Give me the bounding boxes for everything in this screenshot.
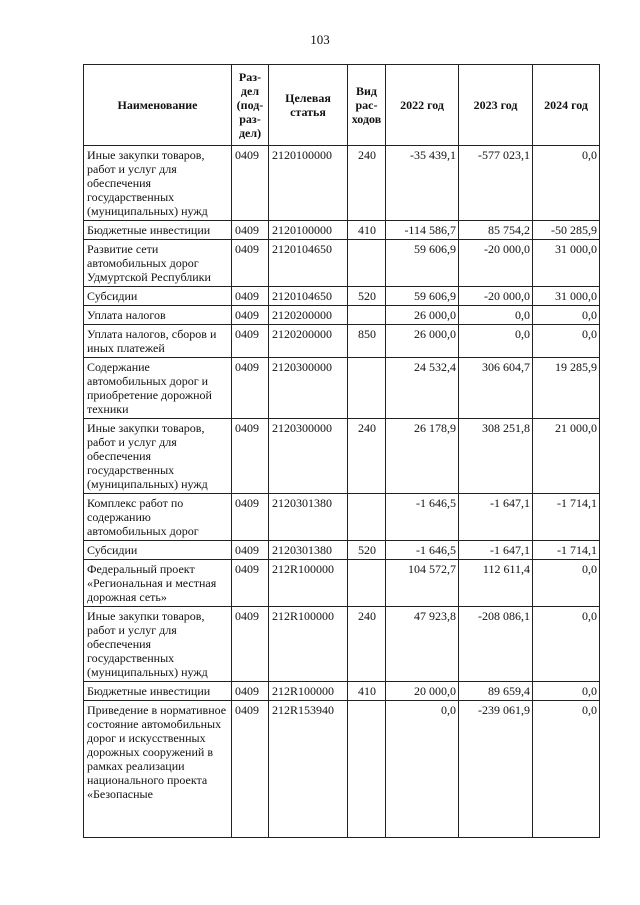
row-kind-cell <box>348 240 386 287</box>
row-2024-cell: -50 285,9 <box>533 221 600 240</box>
row-2023-cell: -1 647,1 <box>459 494 533 541</box>
row-section-cell: 0409 <box>232 146 269 221</box>
page-number: 103 <box>310 32 330 47</box>
table-row <box>84 560 600 607</box>
row-2022-cell: 20 000,0 <box>386 682 459 701</box>
table-row <box>84 701 600 838</box>
row-target-cell: 2120104650 <box>269 287 348 306</box>
row-2023-cell: 112 611,4 <box>459 560 533 607</box>
row-target-cell: 2120100000 <box>269 221 348 240</box>
row-2022-cell: -1 646,5 <box>386 541 459 560</box>
row-target-cell: 212R100000 <box>269 560 348 607</box>
row-kind-cell: 410 <box>348 682 386 701</box>
row-section-cell: 0409 <box>232 541 269 560</box>
row-section-cell: 0409 <box>232 221 269 240</box>
row-name-cell: Субсидии <box>84 541 232 560</box>
row-name-cell: Содержание автомобильных дорог и приобретение дорожной техники <box>84 358 232 419</box>
row-2024-cell: 19 285,9 <box>533 358 600 419</box>
table-row <box>84 607 600 682</box>
row-section-cell: 0409 <box>232 325 269 358</box>
row-2024-cell: 0,0 <box>533 306 600 325</box>
row-name-cell: Иные закупки товаров, работ и услуг для обеспечения государственных (муниципальных) нужд <box>84 607 232 682</box>
row-kind-cell <box>348 306 386 325</box>
row-target-cell: 2120301380 <box>269 541 348 560</box>
row-name-cell: Иные закупки товаров, работ и услуг для обеспечения государственных (муниципальных) нужд <box>84 419 232 494</box>
row-2022-cell: 0,0 <box>386 701 459 838</box>
row-section-cell: 0409 <box>232 306 269 325</box>
header-target: Целевая статья <box>269 65 348 146</box>
row-target-cell: 2120100000 <box>269 146 348 221</box>
table-row <box>84 146 600 221</box>
header-section: Раз-дел (под-раз-дел) <box>232 65 269 146</box>
row-2024-cell: 0,0 <box>533 701 600 838</box>
row-kind-cell: 240 <box>348 607 386 682</box>
row-name-cell: Развитие сети автомобильных дорог Удмуртской Республики <box>84 240 232 287</box>
row-2024-cell: 31 000,0 <box>533 240 600 287</box>
row-name-cell: Комплекс работ по содержанию автомобильных дорог <box>84 494 232 541</box>
row-kind-cell <box>348 701 386 838</box>
row-kind-cell <box>348 494 386 541</box>
row-name-cell: Приведение в нормативное состояние автомобильных дорог и искусственных дорожных сооружений в рамках реализации национального проекта «Безопасные <box>84 701 232 838</box>
row-2022-cell: -114 586,7 <box>386 221 459 240</box>
row-2022-cell: 104 572,7 <box>386 560 459 607</box>
row-section-cell: 0409 <box>232 419 269 494</box>
row-kind-cell <box>348 358 386 419</box>
row-target-cell: 212R153940 <box>269 701 348 838</box>
row-target-cell: 2120300000 <box>269 358 348 419</box>
row-2023-cell: 308 251,8 <box>459 419 533 494</box>
row-2024-cell: 0,0 <box>533 607 600 682</box>
row-section-cell: 0409 <box>232 560 269 607</box>
row-name-cell: Бюджетные инвестиции <box>84 221 232 240</box>
table-row <box>84 287 600 306</box>
row-2023-cell: -239 061,9 <box>459 701 533 838</box>
row-kind-cell: 520 <box>348 287 386 306</box>
row-2022-cell: -1 646,5 <box>386 494 459 541</box>
row-name-cell: Уплата налогов, сборов и иных платежей <box>84 325 232 358</box>
table-row <box>84 358 600 419</box>
table-row <box>84 306 600 325</box>
row-2022-cell: -35 439,1 <box>386 146 459 221</box>
row-2023-cell: -20 000,0 <box>459 240 533 287</box>
row-name-cell: Уплата налогов <box>84 306 232 325</box>
row-2022-cell: 24 532,4 <box>386 358 459 419</box>
row-kind-cell <box>348 560 386 607</box>
table-header <box>84 65 600 146</box>
row-2023-cell: -577 023,1 <box>459 146 533 221</box>
table-row <box>84 682 600 701</box>
row-target-cell: 2120301380 <box>269 494 348 541</box>
row-2023-cell: 306 604,7 <box>459 358 533 419</box>
row-2022-cell: 59 606,9 <box>386 287 459 306</box>
table-row <box>84 494 600 541</box>
row-2023-cell: -208 086,1 <box>459 607 533 682</box>
row-kind-cell: 410 <box>348 221 386 240</box>
row-2022-cell: 26 178,9 <box>386 419 459 494</box>
row-target-cell: 212R100000 <box>269 682 348 701</box>
row-2023-cell: 0,0 <box>459 325 533 358</box>
row-2024-cell: 31 000,0 <box>533 287 600 306</box>
row-target-cell: 212R100000 <box>269 607 348 682</box>
row-2024-cell: 0,0 <box>533 682 600 701</box>
table-row <box>84 419 600 494</box>
row-section-cell: 0409 <box>232 701 269 838</box>
header-name: Наименование <box>84 65 232 146</box>
row-target-cell: 2120200000 <box>269 325 348 358</box>
row-2024-cell: 0,0 <box>533 146 600 221</box>
row-target-cell: 2120200000 <box>269 306 348 325</box>
row-kind-cell: 520 <box>348 541 386 560</box>
row-section-cell: 0409 <box>232 287 269 306</box>
row-2022-cell: 59 606,9 <box>386 240 459 287</box>
header-kind: Вид рас-ходов <box>348 65 386 146</box>
row-section-cell: 0409 <box>232 494 269 541</box>
row-2024-cell: -1 714,1 <box>533 494 600 541</box>
row-name-cell: Иные закупки товаров, работ и услуг для обеспечения государственных (муниципальных) нужд <box>84 146 232 221</box>
row-section-cell: 0409 <box>232 240 269 287</box>
header-2024: 2024 год <box>533 65 600 146</box>
row-kind-cell: 240 <box>348 146 386 221</box>
row-2024-cell: 0,0 <box>533 560 600 607</box>
table-row <box>84 221 600 240</box>
row-name-cell: Бюджетные инвестиции <box>84 682 232 701</box>
row-name-cell: Субсидии <box>84 287 232 306</box>
row-2023-cell: 0,0 <box>459 306 533 325</box>
row-section-cell: 0409 <box>232 682 269 701</box>
row-kind-cell: 850 <box>348 325 386 358</box>
row-2022-cell: 26 000,0 <box>386 306 459 325</box>
row-2024-cell: -1 714,1 <box>533 541 600 560</box>
row-2023-cell: -20 000,0 <box>459 287 533 306</box>
row-target-cell: 2120104650 <box>269 240 348 287</box>
row-2023-cell: -1 647,1 <box>459 541 533 560</box>
row-section-cell: 0409 <box>232 607 269 682</box>
table-body <box>84 146 600 838</box>
header-2023: 2023 год <box>459 65 533 146</box>
row-2024-cell: 21 000,0 <box>533 419 600 494</box>
header-2022: 2022 год <box>386 65 459 146</box>
row-2022-cell: 47 923,8 <box>386 607 459 682</box>
row-2022-cell: 26 000,0 <box>386 325 459 358</box>
row-target-cell: 2120300000 <box>269 419 348 494</box>
table-row <box>84 240 600 287</box>
table-row <box>84 325 600 358</box>
budget-table <box>83 64 600 838</box>
row-2023-cell: 89 659,4 <box>459 682 533 701</box>
row-kind-cell: 240 <box>348 419 386 494</box>
row-2024-cell: 0,0 <box>533 325 600 358</box>
row-2023-cell: 85 754,2 <box>459 221 533 240</box>
row-name-cell: Федеральный проект «Региональная и местная дорожная сеть» <box>84 560 232 607</box>
row-section-cell: 0409 <box>232 358 269 419</box>
table-row <box>84 541 600 560</box>
